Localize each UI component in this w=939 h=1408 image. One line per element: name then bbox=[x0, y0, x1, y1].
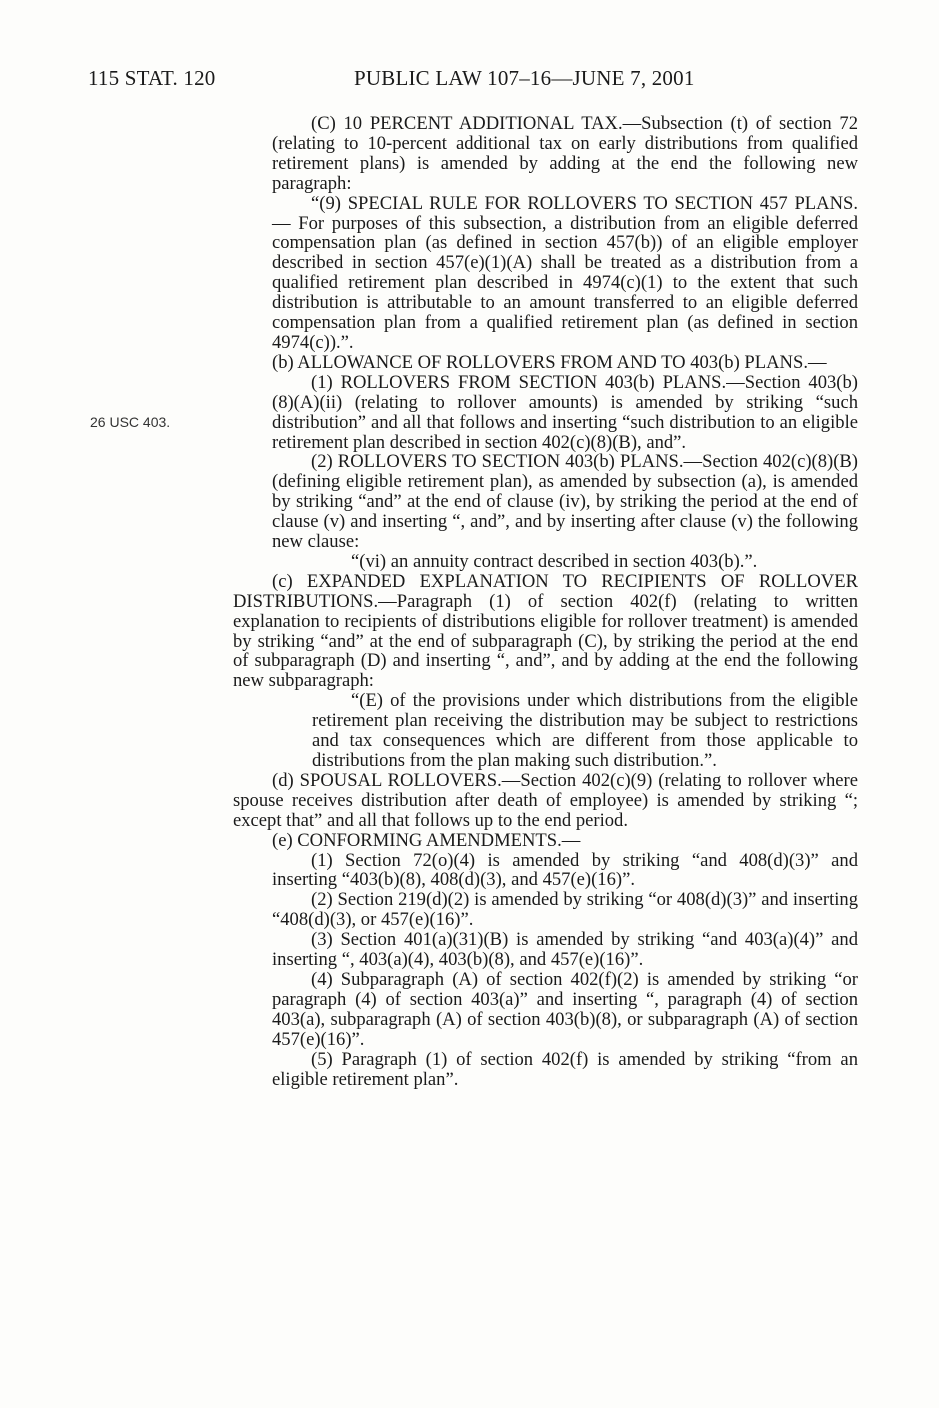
paragraph-b2-rollovers-to: (2) ROLLOVERS TO SECTION 403(b) PLANS.—Section 402(c)(8)(B) (defining eligible retirement plan), as amended by subsection (a), is amended by striking “and” at the end of clause (iv), by striking the period at the end of clause (v) and inserting “, and”, and by inserting after clause (v) the following new clause: bbox=[272, 451, 858, 553]
paragraph-e-conforming: (e) CONFORMING AMENDMENTS.— bbox=[272, 829, 581, 851]
paragraph-e3: (3) Section 401(a)(31)(B) is amended by striking “and 403(a)(4)” and inserting “, 403(a)(4), 403(b)(8), and 457(e)(16)”. bbox=[272, 929, 858, 971]
paragraph-c-expanded-explanation: (c) EXPANDED EXPLANATION TO RECIPIENTS OF ROLLOVER DISTRIBUTIONS.—Paragraph (1) of section 402(f) (relating to written explanation to recipients of distributions eligible for rollover treatment) is amended by striking “and” at the end of subparagraph (C), by striking the period at the end of subparagraph (D) and inserting “, and”, and by adding at the end the following new subparagraph: bbox=[233, 570, 858, 692]
paragraph-e-provisions: “(E) of the provisions under which distributions from the eligible retirement plan receiving the distribution may be subject to restrictions and tax consequences which are different from those applicable to distributions from the plan making such distribution.”. bbox=[312, 690, 858, 771]
stat-page-number: 115 STAT. 120 bbox=[88, 66, 216, 90]
paragraph-e1: (1) Section 72(o)(4) is amended by striking “and 408(d)(3)” and inserting “403(b)(8), 408(d)(3), and 457(e)(16)”. bbox=[272, 849, 858, 891]
law-title: PUBLIC LAW 107–16—JUNE 7, 2001 bbox=[354, 66, 695, 90]
paragraph-e4: (4) Subparagraph (A) of section 402(f)(2) is amended by striking “or paragraph (4) of section 403(a)” and inserting “, paragraph (4) of section 403(a), subparagraph (A) of section 403(b)(8), or subparagraph (A) of section 457(e)(16)”. bbox=[272, 968, 858, 1050]
document-body bbox=[233, 114, 858, 1089]
paragraph-d-spousal: (d) SPOUSAL ROLLOVERS.—Section 402(c)(9) (relating to rollover where spouse receives distribution after death of employee) is amended by striking “; except that” and all that follows up to the end period. bbox=[233, 769, 858, 831]
margin-citation: 26 USC 403. bbox=[90, 414, 171, 430]
paragraph-e5: (5) Paragraph (1) of section 402(f) is amended by striking “from an eligible retirement plan”. bbox=[272, 1048, 858, 1090]
paragraph-b1-rollovers-from: (1) ROLLOVERS FROM SECTION 403(b) PLANS.—Section 403(b)(8)(A)(ii) (relating to rollover amounts) is amended by striking “such distribution” and all that follows and inserting “such distribution to an eligible retirement plan described in section 402(c)(8)(B), and”. bbox=[272, 371, 858, 453]
paragraph-9-special-rule: “(9) SPECIAL RULE FOR ROLLOVERS TO SECTION 457 PLANS.— For purposes of this subsection, a distribution from an eligible deferred compensation plan (as defined in section 457(b)) of an eligible employer described in section 457(e)(1)(A) shall be treated as a distribution from a qualified retirement plan described in 4974(c)(1) to the extent that such distribution is attributable to an amount transferred to an eligible deferred compensation plan from a qualified retirement plan (as defined in section 4974(c)).”. bbox=[272, 192, 858, 353]
paragraph-e2: (2) Section 219(d)(2) is amended by striking “or 408(d)(3)” and inserting “408(d)(3), or 457(e)(16)”. bbox=[272, 889, 858, 931]
paragraph-vi-annuity: “(vi) an annuity contract described in section 403(b).”. bbox=[351, 550, 758, 572]
page-header bbox=[88, 66, 858, 92]
paragraph-b-allowance: (b) ALLOWANCE OF ROLLOVERS FROM AND TO 403(b) PLANS.— bbox=[272, 351, 827, 373]
paragraph-c-10-percent: (C) 10 PERCENT ADDITIONAL TAX.—Subsection (t) of section 72 (relating to 10-percent additional tax on early distributions from qualified retirement plans) is amended by adding at the end the following new paragraph: bbox=[272, 113, 858, 194]
